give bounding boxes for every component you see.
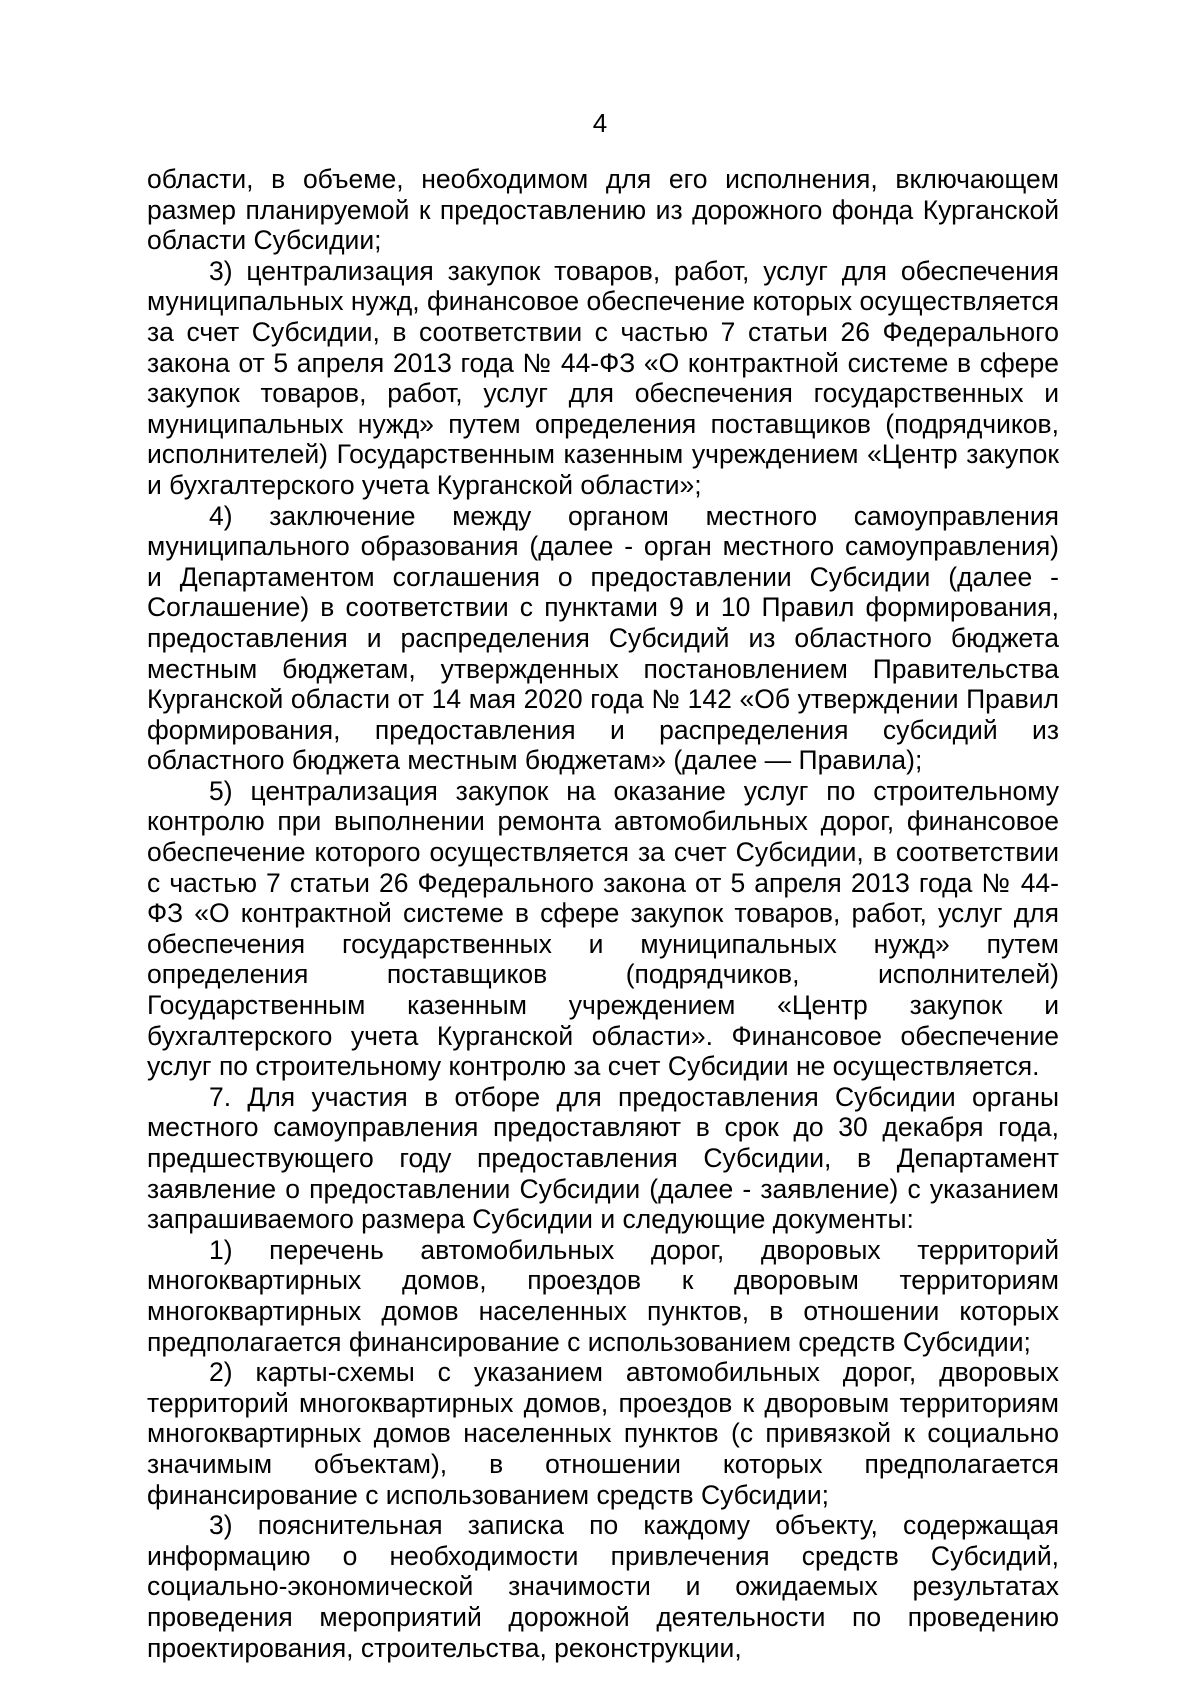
page-number: 4 bbox=[592, 108, 608, 138]
paragraph-continuation: области, в объеме, необходимом для его исполнения, включающем размер планируемой к предоставлению из дорожного фонда Курганской области Субсидии; bbox=[147, 164, 1059, 256]
document-body bbox=[147, 164, 1059, 1663]
paragraph-item-5-construction-control: 5) централизация закупок на оказание услуг по строительному контролю при выполнении ремонта автомобильных дорог, финансовое обеспечение которого осуществляется за счет Субсидии, в соответствии с частью 7 статьи 26 Федерального закона от 5 апреля 2013 года № 44-ФЗ «О контрактной системе в сфере закупок товаров, работ, услуг для обеспечения государственных и муниципальных нужд» путем определения поставщиков (подрядчиков, исполнителей) Государственным казенным учреждением «Центр закупок и бухгалтерского учета Курганской области». Финансовое обеспечение услуг по строительному контролю за счет Субсидии не осуществляется. bbox=[147, 775, 1059, 1082]
paragraph-item-4-agreement: 4) заключение между органом местного самоуправления муниципального образования (далее - орган местного самоуправления) и Департаментом соглашения о предоставлении Субсидии (далее - Соглашение) в соответствии с пунктами 9 и 10 Правил формирования, предоставления и распределения Субсидий из областного бюджета местным бюджетам, утвержденных постановлением Правительства Курганской области от 14 мая 2020 года № 142 «Об утверждении Правил формирования, предоставления и распределения субсидий из областного бюджета местным бюджетам» (далее — Правила); bbox=[147, 500, 1059, 776]
paragraph-clause-7-application: 7. Для участия в отборе для предоставления Субсидии органы местного самоуправления предоставляют в срок до 30 декабря года, предшествующего году предоставления Субсидии, в Департамент заявление о предоставлении Субсидии (далее - заявление) с указанием запрашиваемого размера Субсидии и следующие документы: bbox=[147, 1081, 1059, 1235]
paragraph-doc-3-explanatory-note: 3) пояснительная записка по каждому объекту, содержащая информацию о необходимости привлечения средств Субсидий, социально-экономической значимости и ожидаемых результатах проведения мероприятий дорожной деятельности по проведению проектирования, строительства, реконструкции, bbox=[147, 1510, 1059, 1663]
paragraph-doc-1-road-list: 1) перечень автомобильных дорог, дворовых территорий многоквартирных домов, проездов к дворовым территориям многоквартирных домов населенных пунктов, в отношении которых предполагается финансирование с использованием средств Субсидии; bbox=[147, 1234, 1059, 1357]
paragraph-doc-2-schemes: 2) карты-схемы с указанием автомобильных дорог, дворовых территорий многоквартирных домов, проездов к дворовым территориям многоквартирных домов населенных пунктов (с привязкой к социально значимым объектам), в отношении которых предполагается финансирование с использованием средств Субсидии; bbox=[147, 1357, 1059, 1510]
paragraph-item-3-centralization: 3) централизация закупок товаров, работ, услуг для обеспечения муниципальных нужд, финансовое обеспечение которых осуществляется за счет Субсидии, в соответствии с частью 7 статьи 26 Федерального закона от 5 апреля 2013 года № 44-ФЗ «О контрактной системе в сфере закупок товаров, работ, услуг для обеспечения государственных и муниципальных нужд» путем определения поставщиков (подрядчиков, исполнителей) Государственным казенным учреждением «Центр закупок и бухгалтерского учета Курганской области»; bbox=[147, 255, 1059, 500]
